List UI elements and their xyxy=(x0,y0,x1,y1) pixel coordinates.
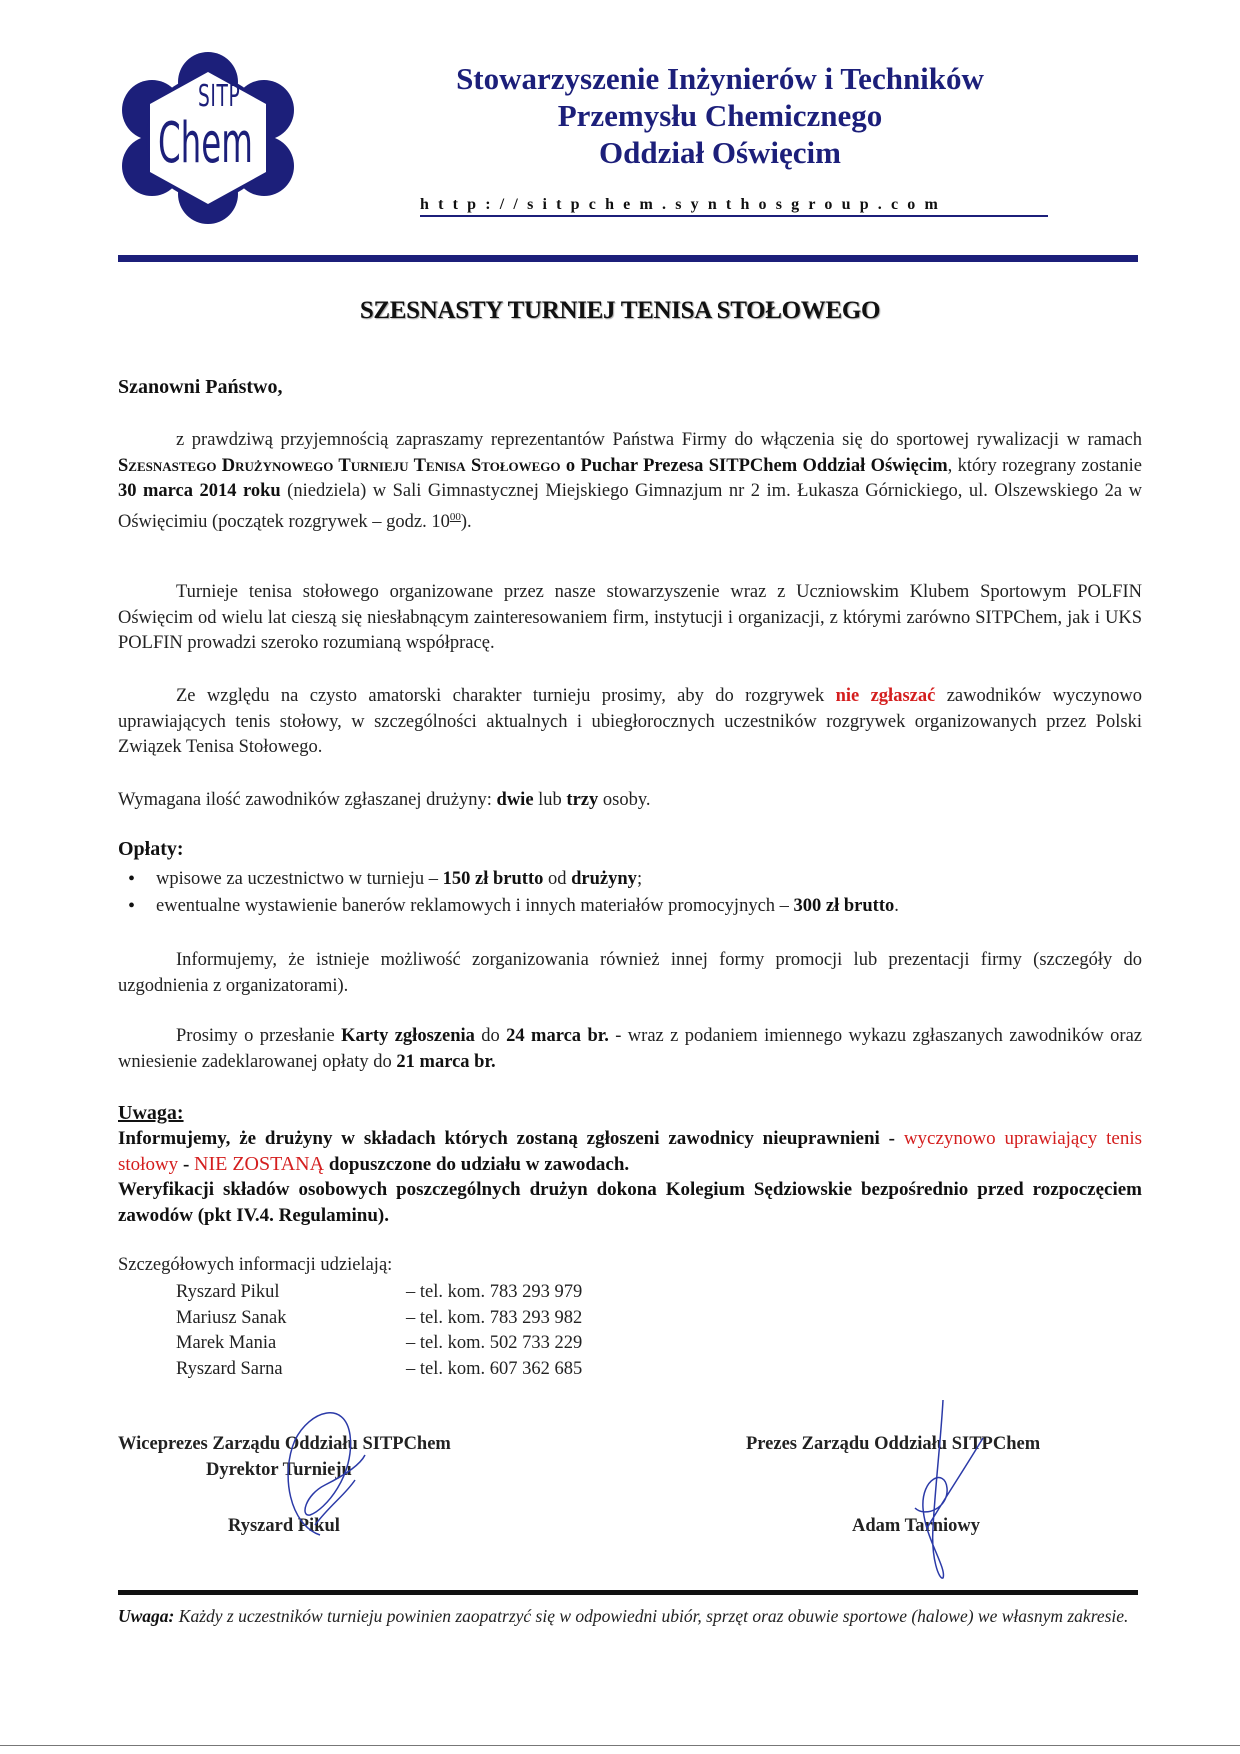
contact-phone: – tel. kom. 607 362 685 xyxy=(406,1358,583,1379)
website-link[interactable]: http://sitpchem.synthosgroup.com xyxy=(420,196,1048,217)
contact-phone: – tel. kom. 502 733 229 xyxy=(406,1333,583,1353)
text: drużyny xyxy=(571,869,637,889)
paragraph-text: Turnieje tenisa stołowego organizowane przez nasze stowarzyszenie wraz z Uczniowskim Klubem Sportowym POLFIN Oświęcim od wielu lat cieszą się niesłabnącym zainteresowaniem firm, instytucji i organizacji, z którymi zarówno SITPChem, jak i UKS POLFIN prowadzi szeroko rozumianą współpracę. xyxy=(118,582,1142,653)
scan-edge-line xyxy=(0,1745,1240,1746)
handwritten-signature-right-icon xyxy=(905,1398,985,1583)
fee-amount: 150 zł brutto xyxy=(442,869,544,889)
paragraph-team-size xyxy=(118,788,1142,814)
text: ). xyxy=(460,511,472,532)
payment-deadline: 21 marca br. xyxy=(396,1051,496,1072)
signatory-name: Adam Tarniowy xyxy=(852,1516,980,1536)
fees-list xyxy=(124,866,1124,920)
verification-text: Weryfikacji składów osobowych poszczególnych drużyn dokona Kolegium Sędziowskie bezpośrednio przed rozpoczęciem zawodów (pkt IV.4. Regulaminu). xyxy=(118,1179,1142,1226)
contact-phone: – tel. kom. 783 293 982 xyxy=(406,1307,583,1328)
contact-row xyxy=(176,1357,582,1383)
contact-name: Ryszard Pikul xyxy=(176,1282,280,1302)
contact-phone: – tel. kom. 783 293 979 xyxy=(406,1282,583,1302)
warning-not-admitted: NIE ZOSTANĄ xyxy=(194,1152,325,1175)
text: Ze względu na czysto amatorski charakter turnieju prosimy, aby do rozgrywek xyxy=(176,686,836,706)
text: - wraz z podaniem imiennego wykazu zgłaszanych zawodników oraz wniesienie zadeklarowanej opłaty do xyxy=(118,1026,1143,1072)
header-divider xyxy=(118,255,1138,262)
fee-item-banners xyxy=(124,893,1124,920)
warning-highlight: wyczynowo uprawiający tenis stołowy xyxy=(118,1128,1142,1175)
text: ; xyxy=(636,869,643,889)
text: Prosimy o przesłanie xyxy=(176,1026,342,1046)
text: - xyxy=(178,1153,195,1175)
text: z prawdziwą przyjemnością zapraszamy reprezentantów Państwa Firmy do włączenia się do sportowej rywalizacji w ramach xyxy=(176,430,1142,450)
paragraph-invitation xyxy=(118,428,1142,535)
contact-name: Ryszard Sarna xyxy=(176,1358,283,1379)
warning-heading: Uwaga: xyxy=(118,1102,184,1124)
text: wpisowe za uczestnictwo w turnieju – xyxy=(156,869,443,889)
text: zawodników wyczynowo uprawiających tenis stołowy, w szczególności aktualnych i ubiegłorocznych uczestników rozgrywek organizowanych przez Polski Związek Tenisa Stołowego. xyxy=(118,686,1142,757)
event-name: Szesnastego Drużynowego Turnieju Tenisa Stołowego xyxy=(118,455,561,476)
footer-note-label: Uwaga: xyxy=(118,1606,175,1626)
team-size-min: dwie xyxy=(496,790,534,810)
contact-row xyxy=(176,1331,582,1357)
sitpchem-logo-icon xyxy=(118,52,298,224)
fees-heading: Opłaty: xyxy=(118,838,184,860)
text: lub xyxy=(533,790,567,810)
signatory-role-2: Dyrektor Turnieju xyxy=(206,1460,352,1480)
org-line-1: Stowarzyszenie Inżynierów i Techników xyxy=(456,61,984,96)
cup-name: o Puchar Prezesa SITPChem Oddział Oświęcim xyxy=(560,455,948,476)
signatory-role: Wiceprezes Zarządu Oddziału SITPChem xyxy=(118,1434,451,1454)
registration-deadline: 24 marca br. xyxy=(506,1026,609,1046)
text: , który rozegrany zostanie xyxy=(947,455,1142,476)
footer-note-text: Każdy z uczestników turnieju powinien zaopatrzyć się w odpowiedni ubiór, sprzęt oraz obuwie sportowe (halowe) we własnym zakresie. xyxy=(174,1606,1129,1626)
paragraph-promotion xyxy=(118,948,1142,999)
text: osoby. xyxy=(598,790,651,810)
registration-card: Karty zgłoszenia xyxy=(341,1026,475,1046)
highlight-do-not-register: nie zgłaszać xyxy=(835,686,936,706)
contacts-heading: Szczegółowych informacji udzielają: xyxy=(118,1255,393,1275)
org-line-2: Przemysłu Chemicznego xyxy=(557,98,883,133)
text: dopuszczone do udziału w zawodach. xyxy=(324,1153,630,1175)
document-title: SZESNASTY TURNIEJ TENISA STOŁOWEGO xyxy=(359,297,881,324)
text: Informujemy, że drużyny w składach których zostaną zgłoszeni zawodnicy nieuprawnieni - xyxy=(118,1128,904,1149)
paragraph-amateur xyxy=(118,684,1142,761)
text: od xyxy=(543,869,572,889)
org-line-3: Oddział Oświęcim xyxy=(599,135,841,170)
contact-name: Mariusz Sanak xyxy=(176,1307,287,1328)
paragraph-deadlines xyxy=(118,1024,1142,1075)
contact-name: Marek Mania xyxy=(176,1333,277,1353)
text: (niedziela) w Sali Gimnastycznej Miejskiego Gimnazjum nr 2 im. Łukasza Górnickiego, ul. Olszewskiego 2a w Oświęcimiu (początek rozgrywek – godz. 10 xyxy=(118,481,1142,532)
footer-note xyxy=(118,1604,1140,1629)
logo-text-sitp: SITP xyxy=(198,79,241,114)
contact-row xyxy=(176,1280,582,1306)
event-date: 30 marca 2014 roku xyxy=(118,481,281,501)
signatory-name: Ryszard Pikul xyxy=(228,1516,340,1536)
text: . xyxy=(894,896,899,916)
fee-item-entry xyxy=(124,866,1124,893)
text: Wymagana ilość zawodników zgłaszanej drużyny: xyxy=(118,790,497,810)
footer-divider xyxy=(118,1590,1138,1595)
fee-amount: 300 zł brutto xyxy=(793,896,895,916)
paragraph-text: Informujemy, że istnieje możliwość zorganizowania również innej formy promocji lub prezentacji firmy (szczegóły do uzgodnienia z organizatorami). xyxy=(118,950,1142,996)
contacts-list xyxy=(176,1280,582,1382)
text: ewentualne wystawienie banerów reklamowych i innych materiałów promocyjnych – xyxy=(156,896,794,916)
contact-row xyxy=(176,1306,582,1332)
time-minutes: 00 xyxy=(449,510,461,523)
text: do xyxy=(474,1026,507,1046)
salutation: Szanowni Państwo, xyxy=(118,376,283,398)
warning-text xyxy=(118,1126,1142,1228)
organization-name xyxy=(400,60,1040,171)
team-size-max: trzy xyxy=(566,790,599,810)
paragraph-history xyxy=(118,580,1142,657)
logo-text-chem: Chem xyxy=(158,111,253,176)
signatory-role: Prezes Zarządu Oddziału SITPChem xyxy=(746,1434,1041,1454)
